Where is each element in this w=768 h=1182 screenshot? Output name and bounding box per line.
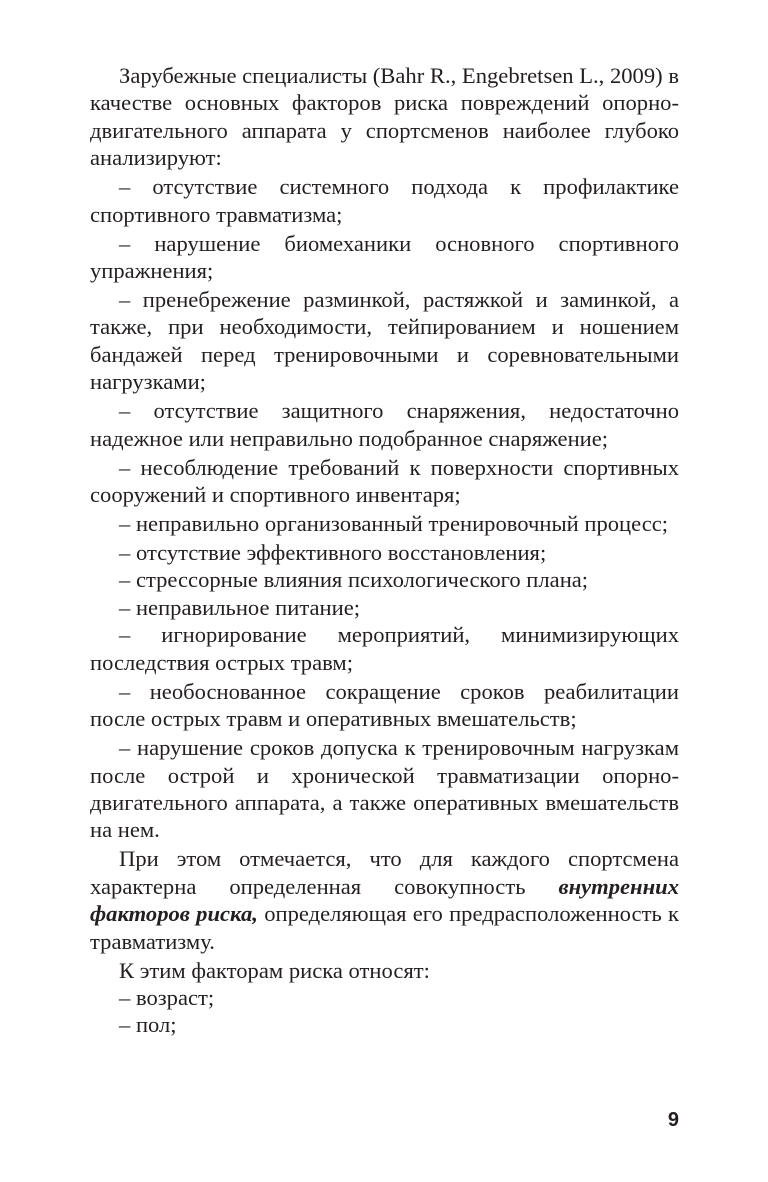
risk-list-item: – пренебрежение разминкой, растяжкой и заминкой, а также, при необходимости, тейпированием и ношением бандажей перед тренировочными и соревновательными нагрузками; (90, 287, 679, 395)
intro-paragraph: Зарубежные специалисты (Bahr R., Engebretsen L., 2009) в качестве основных факторов риска повреждений опорно-двигательного аппарата у спортсменов наиболее глубоко анализируют: (90, 63, 679, 171)
risk-list-item: – неправильное питание; (119, 594, 361, 620)
risk-list-item: – игнорирование мероприятий, минимизирующих последствия острых травм; (90, 622, 679, 675)
risk-list-item: – несоблюдение требований к поверхности спортивных сооружений и спортивного инвентаря; (90, 454, 679, 508)
page-number: 9 (667, 1109, 679, 1131)
risk-list-item: – стрессорные влияния психологического плана; (119, 567, 589, 593)
page-body (90, 62, 679, 1039)
risk-list-item: – нарушение биомеханики основного спортивного упражнения; (90, 230, 679, 284)
emphasized-term: внутренних факторов риска, (90, 873, 679, 927)
risk-list-item: – нарушение сроков допуска к тренировочным нагрузкам после острой и хронической травматизации опорно-двигательного аппарата, а также оперативных вмешательств на нем. (90, 735, 679, 843)
conclusion-text-start: При этом отмечается, что для каждого спортсмена характерна определенная совокупность (90, 846, 679, 899)
risk-list-item: – необоснованное сокращение сроков реабилитации после острых травм и оперативных вмешательств; (90, 678, 679, 732)
risk-list-item: – отсутствие системного подхода к профилактике спортивного травматизма; (90, 174, 679, 227)
risk-list-item: – неправильно организованный тренировочный процесс; (119, 511, 669, 537)
conclusion-text-end: определяющая его предрасположенность к травматизму. (90, 901, 680, 954)
factors-intro: К этим факторам риска относят: (119, 957, 430, 983)
factor-list-item: – пол; (119, 1012, 177, 1038)
risk-list-item: – отсутствие защитного снаряжения, недостаточно надежное или неправильно подобранное снаряжение; (90, 398, 679, 451)
risk-list-item: – отсутствие эффективного восстановления; (119, 540, 547, 566)
conclusion-paragraph (90, 845, 679, 955)
factor-list-item: – возраст; (119, 984, 215, 1010)
